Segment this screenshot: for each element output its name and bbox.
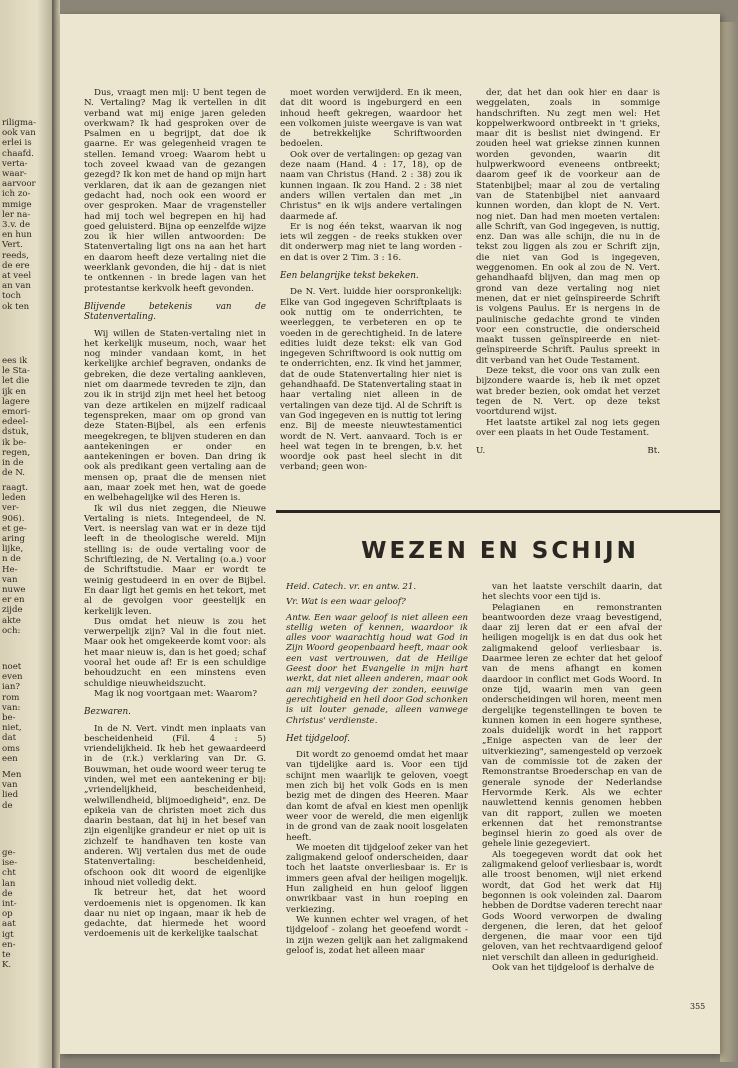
signature-right: Bt. (647, 446, 660, 457)
article1-col1-body (84, 329, 266, 700)
paragraph: Ik wil dus niet zeggen, die Nieuwe Vertaling is niets. Integendeel, de N. Vert. is neerslag van wat er in deze tijd leeft in de theologische wereld. Mijn stelling is: de oude vertaling voor de Schriftlezing, de N. Vertaling (o.a.) voor de Schriftstudie. Maar er wordt te weinig gestudeerd in en over de Bijbel. En daar ligt het gemis en het tekort, met al de gevolgen voor geestelijk en kerkelijk leven. (84, 503, 266, 617)
fragment-line: ver- (2, 503, 19, 514)
paragraph: Het laatste artikel zal nog iets gegen over een plaats in het Oude Testament. (476, 417, 660, 438)
subhead-belangrijke-tekst: Een belangrijke tekst bekeken. (280, 271, 419, 282)
page-number: 355 (690, 1002, 706, 1011)
fragment-line: ook van (2, 128, 36, 139)
fragment-line: een (2, 753, 18, 764)
fragment-line: niet, (2, 723, 22, 734)
fragment-line: de (2, 800, 13, 811)
fragment-line: en hun (2, 230, 32, 241)
article1-col2-body (280, 287, 462, 472)
prev-page-fragments-5 (2, 770, 52, 811)
fragment-line: ge- (2, 848, 16, 858)
subhead-bezwaren: Bezwaren. (84, 707, 131, 718)
article2-column-2 (286, 582, 468, 956)
fragment-line: och: (2, 625, 21, 636)
fragment-line: riligma- (2, 118, 37, 128)
paragraph: Als toegegeven wordt dat ook het zaligmakend geloof verliesbaar is, wordt alle troost benomen, wijl niet erkend wordt, dat God het werk dat Hij begonnen is ook voleinden zal. Daarom hebben de Dordtse vaderen terecht naar Gods Woord verworpen de dwaling dergenen, die leren, dat het geloof dergenen, die maar voor een tijd geloven, van het rechtvaardigend geloof niet verschilt dan alleen in gedurigheid. (482, 849, 662, 963)
paragraph: van het laatste verschilt daarin, dat het slechts voor een tijd is. (482, 582, 662, 603)
prev-page-fragments-4 (2, 662, 52, 764)
fragment-line: dstuk, (2, 427, 29, 438)
fragment-line: an van (2, 281, 31, 292)
article1-col3-body (476, 88, 660, 438)
paragraph: Dus, vraagt men mij: U bent tegen de N. Vertaling? Mag ik vertellen in dit verband wat mij enige jaren geleden overkwam? Ik had gesproken over de Psalmen en u begrijpt, dat doe ik gaarne. Er was gelegenheid vragen te stellen. Iemand vroeg: Waarom hebt u toch zoveel kwaad van de gezangen gezegd? Ik kon met de hand op mijn hart verklaren, dat ik aan de gezangen niet gedacht had, noch ook een woord er over gesproken. Maar de vragensteller had mij toch wel begrepen en hij had goed geluisterd. Bijna op eenzelfde wijze zou ik hier willen antwoorden: De Statenvertaling ligt ons na aan het hart en daarom heeft deze vertaling niet die weerklank gevonden, die hij - dat is niet te ontkennen - in brede lagen van het protestantse kerkvolk heeft gevonden. (84, 88, 266, 294)
fragment-line: even (2, 672, 23, 683)
fragment-line: dat (2, 733, 17, 744)
article2-col2-body (286, 750, 468, 956)
fragment-line: ijk en (2, 386, 26, 397)
fragment-line: op (2, 909, 13, 920)
catechism-answer: Antw. Een waar geloof is niet alleen een stellig weten of kennen, waardoor ik alles voor waarachtig houd wat God in Zijn Woord geopenbaard heeft, maar ook een vast vertrouwen, dat de Heilige Geest door het Evangelie in mijn hart werkt, dat niet alleen anderen, maar ook aan mij vergeving der zonden, eeuwige gerechtigheid en heil door God schonken is uit louter genade, alleen vanwege Christus' verdienste. (286, 612, 468, 726)
prev-page-fragments-1 (2, 118, 52, 312)
fragment-line: He- (2, 564, 18, 575)
fragment-line: int- (2, 899, 17, 910)
fragment-line: ise- (2, 858, 18, 869)
paragraph: Ook van het tijdgeloof is derhalve de (492, 962, 655, 973)
fragment-line: lied (2, 790, 19, 801)
paragraph: moet worden verwijderd. En ik meen, dat dit woord is ingeburgerd en een inhoud heeft gekregen, waardoor het een volkomen juiste weergave is van wat de betrekkelijke Schriftwoorden bedoelen. (280, 88, 462, 150)
paragraph: der, dat het dan ook hier en daar is weggelaten, zoals in sommige handschriften. Nu zegt men wel: Het koppelwerkwoord ontbreekt in 't grieks, maar dit is beslist niet dwingend. Er zouden heel wat griekse zinnen kunnen worden gevonden, waarin dit hulpwerkwoord eveneens ontbreekt; daarom geef ik de voorkeur aan de Statenbijbel; maar al zou de vertaling van de Statenbijbel niet aanvaard kunnen worden, dan klopt de N. Vert. nog niet. Dan had men moeten vertalen: alle Schrift, van God ingegeven, is nuttig, enz. Dan was alle schijn, die nu in de tekst zou liggen als zou er Schrift zijn, die niet van God is ingegeven, weggenomen. En ook al zou de N. Vert. gehandhaafd blijven, dan mag men op grond van deze vertaling nog niet menen, dat er niet geïnspireerde Schrift is volgens Paulus. Er is nergens in de paulinische gedachte grond te vinden voor een constructie, die onderscheid maakt tussen geïnspireerde en niet-geïnspireerde Schrift. Paulus spreekt in dit verband van het Oude Testament. (476, 88, 660, 366)
fragment-line: at veel (2, 271, 32, 282)
catechism-question: Vr. Wat is een waar geloof? (286, 597, 406, 608)
fragment-line: 906). (2, 513, 25, 524)
prev-page-fragments-2 (2, 356, 52, 478)
fragment-line: noet (2, 662, 22, 672)
fragment-line: be- (2, 713, 16, 724)
paragraph: Mag ik nog voortgaan met: Waarom? (94, 688, 258, 699)
book-gutter (52, 0, 60, 1068)
article1-column-1 (84, 88, 266, 940)
article1-col2-intro (280, 88, 462, 263)
fragment-line: van (2, 574, 18, 585)
fragment-line: n de (2, 554, 21, 565)
article1-col1-end (84, 724, 266, 940)
fragment-line: waar- (2, 169, 27, 180)
catechism-reference: Heid. Catech. vr. en antw. 21. (286, 582, 417, 592)
fragment-line: de N. (2, 468, 26, 479)
fragment-line: raagt. (2, 483, 29, 493)
paragraph: Ik betreur het, dat het woord verdoemenis niet is opgenomen. Ik kan daar nu niet op ingaan, maar ik heb de gedachte, dat hiermede het woord verdoemenis uit de kerkelijke taalschat (84, 888, 266, 940)
fragment-line: ik be- (2, 437, 27, 448)
fragment-line: in de (2, 458, 24, 469)
fragment-line: nuwe (2, 585, 26, 596)
fragment-line: de ere (2, 260, 30, 271)
fragment-line: akte (2, 615, 21, 626)
fragment-line: zijde (2, 605, 23, 616)
paragraph: Dit wordt zo genoemd omdat het maar van tijdelijke aard is. Voor een tijd schijnt men waarlijk te geloven, voegt men zich bij het volk Gods en is men bezig met de dingen des Heeren. Maar dan komt de afval en kiest men openlijk weer voor de wereld, die men eigenlijk in de grond van de zaak nooit losgelaten heeft. (286, 750, 468, 843)
fragment-line: van (2, 780, 18, 791)
prev-page-fragments-6 (2, 848, 52, 970)
article1-column-2 (280, 88, 462, 473)
paragraph: We moeten dit tijdgeloof zeker van het zaligmakend geloof onderscheiden, daar toch het laatste onverliesbaar is. Er is immers geen afval der heiligen mogelijk. Hun zaligheid en hun geloof liggen onwrikbaar vast in hun roeping en verkiezing. (286, 842, 468, 915)
fragment-line: toch (2, 291, 21, 302)
fragment-line: let die (2, 376, 30, 387)
fragment-line: chaafd. (2, 148, 35, 159)
fragment-line: te (2, 950, 11, 961)
paragraph: Wij willen de Staten-vertaling niet in het kerkelijk museum, noch, waar het nog minder vandaan komt, in het kerkelijke archief begraven, ondanks de gebreken, die deze vertaling aankleven, niet om daarmede tevreden te zijn, dan zou ik in strijd zijn met heel het betoog van deze artikelen en mijzelf radicaal tegenspreken, maar om op grond van deze Staten-Bijbel, als een erfenis meegekregen, te blijven studeren en dan aantekeningen er onder en aantekeningen er boven. Dan dring ik ook als predikant geen vertaling aan de mensen op, praat die de mensen niet aan, maar zoek met hen, wat de goede en welbehagelijke wil des Heren is. (84, 328, 266, 504)
fragment-line: aarvoor (2, 179, 36, 190)
subhead-tijdgeloof: Het tijdgeloof. (286, 733, 350, 744)
fragment-line: emori- (2, 407, 31, 418)
article2-col3-body (482, 582, 662, 973)
fragment-line: Men (2, 770, 22, 780)
previous-page-edge (0, 0, 52, 1068)
paragraph: We kunnen echter wel vragen, of het tijdgeloof - zolang het geoefend wordt - in zijn wezen gelijk aan het zaligmakend geloof is, zodat het alleen maar (286, 914, 468, 956)
fragment-line: en- (2, 939, 16, 950)
fragment-line: ok ten (2, 301, 30, 312)
fragment-line: leden (2, 493, 26, 504)
fragment-line: de (2, 888, 13, 899)
fragment-line: cht (2, 868, 16, 879)
paragraph: De N. Vert. luidde hier oorspronkelijk: Elke van God ingegeven Schriftplaats is ook nuttig om te onderrichten, te weerleggen, te verbeteren en op te voeden in de gerechtigheid. In de latere edities luidt deze tekst: elk van God ingegeven Schriftwoord is ook nuttig om te onderrichten, enz. Ik vind het jammer, dat de oude Statenvertaling hier niet is gehandhaafd. De Statenvertaling staat in haar vertaling niet alleen in de vertalingen van deze tijd. Al de Schrift is van God ingegeven en is nuttig tot lering enz. Bij de meeste nieuwtestamentici wordt de N. Vert. aanvaard. Toch is er heel wat tegen in te brengen, b.v. het woordje ook past heel slecht in dit verband; geen won- (280, 287, 462, 473)
paragraph: Deze tekst, die voor ons van zulk een bijzondere waarde is, heb ik met opzet wat breder bezien, ook omdat het verzet tegen de N. Vert. op deze tekst voortdurend wijst. (476, 366, 660, 418)
signature-left: U. (476, 446, 486, 457)
fragment-line: K. (2, 960, 12, 971)
fragment-line: igt (2, 929, 14, 940)
fragment-line: ich zo- (2, 189, 31, 200)
fragment-line: lagere (2, 396, 30, 407)
fragment-line: reeds, (2, 250, 29, 261)
article-title: WEZEN EN SCHIJN (361, 538, 639, 564)
fragment-line: rom (2, 692, 20, 703)
article1-signature (476, 446, 660, 456)
fragment-line: edeel- (2, 417, 29, 428)
prev-page-fragments-3 (2, 483, 52, 636)
paragraph: Ook over de vertalingen: op gezag van deze naam (Hand. 4 : 17, 18), op de naam van Christus (Hand. 2 : 38) zou ik kunnen ingaan. Ik zou Hand. 2 : 38 niet anders willen vertalen dan met „in Christus" en ik wijs andere vertalingen daarmede af. (280, 149, 462, 222)
fragment-line: erlei is (2, 138, 32, 149)
fragment-line: aat (2, 919, 16, 930)
fragment-line: et ge- (2, 523, 27, 534)
fragment-line: mmige (2, 199, 32, 210)
article1-col1-intro (84, 88, 266, 294)
fragment-line: aring (2, 534, 26, 545)
paragraph: Dus omdat het nieuw is zou het verwerpelijk zijn? Val in die fout niet. Maar ook het omgekeerde komt voor: als het maar nieuw is, dan is het goed; schaf vooral het oude af! Er is een schuldige behoudzucht en een minstens even schuldige nieuwheidszucht. (84, 616, 266, 689)
subhead-blijvende-betekenis: Blijvende betekenis van de Statenvertaling. (84, 301, 266, 323)
fragment-line: oms (2, 743, 20, 754)
paragraph: Er is nog één tekst, waarvan ik nog iets wil zeggen - de reeks stukken over dit onderwerp mag niet te lang worden - en dat is over 2 Tim. 3 : 16. (280, 221, 462, 263)
fragment-line: 3.v. de (2, 220, 31, 231)
fragment-line: Vert. (2, 240, 23, 251)
fragment-line: regen, (2, 447, 31, 458)
paragraph: Pelagianen en remonstranten beantwoorden deze vraag bevestigend, daar zij leren dat er een afval der heiligen mogelijk is en dat dus ook het zaligmakend geloof verliesbaar is. Daarmee leren ze echter dat het geloof van de mens afhangt en komen daardoor in conflict met Gods Woord. In onze tijd, waarin men van geen onderscheidingen wil horen, meent men dergelijke tegenstellingen te boven te kunnen komen in een hogere synthese, zoals duidelijk wordt in het rapport „Enige aspecten van de leer der uitverkiezing", samengesteld op verzoek van de commissie tot de zaken der Remonstrantse Broederschap en van de generale synode der Nederlandse Hervormde Kerk. Als we echter nauwlettend kennis genomen hebben van dit rapport, zullen we moeten erkennen dat het remonstrantse beginsel hierin zo goed als over de gehele linie gezegeviert. (482, 602, 662, 850)
fragment-line: verta- (2, 158, 28, 169)
fragment-line: le Sta- (2, 366, 30, 377)
fragment-line: ler na- (2, 209, 31, 220)
fragment-line: lan (2, 878, 16, 889)
article2-column-3 (482, 582, 662, 973)
section-divider (276, 510, 720, 513)
paragraph: In de N. Vert. vindt men inplaats van bescheidenheid (Fil. 4 : 5) vriendelijkheid. Ik heb het gewaardeerd in de (r.k.) verklaring van Dr. G. Bouwman, het oude woord weer terug te vinden, wel met een aantekening er bij: „vriendelijkheid, bescheidenheid, welwillendheid, blijmoedigheid", enz. De epikeia van de christen moet zich dus daarin bestaan, dat hij in het besef van zijn eigenlijke grandeur er niet op uit is zichzelf te handhaven ten koste van anderen. Wij vertalen dus met de oude Statenvertaling: bescheidenheid, ofschoon ook dit woord de eigenlijke inhoud niet volledig dekt. (84, 723, 266, 888)
fragment-line: lijke, (2, 544, 24, 555)
page-edge-shadow (720, 22, 738, 1062)
fragment-line: er en (2, 595, 25, 606)
fragment-line: van: (2, 702, 21, 713)
fragment-line: ees ik (2, 356, 28, 366)
fragment-line: ian? (2, 682, 21, 693)
article1-column-3 (476, 88, 660, 456)
